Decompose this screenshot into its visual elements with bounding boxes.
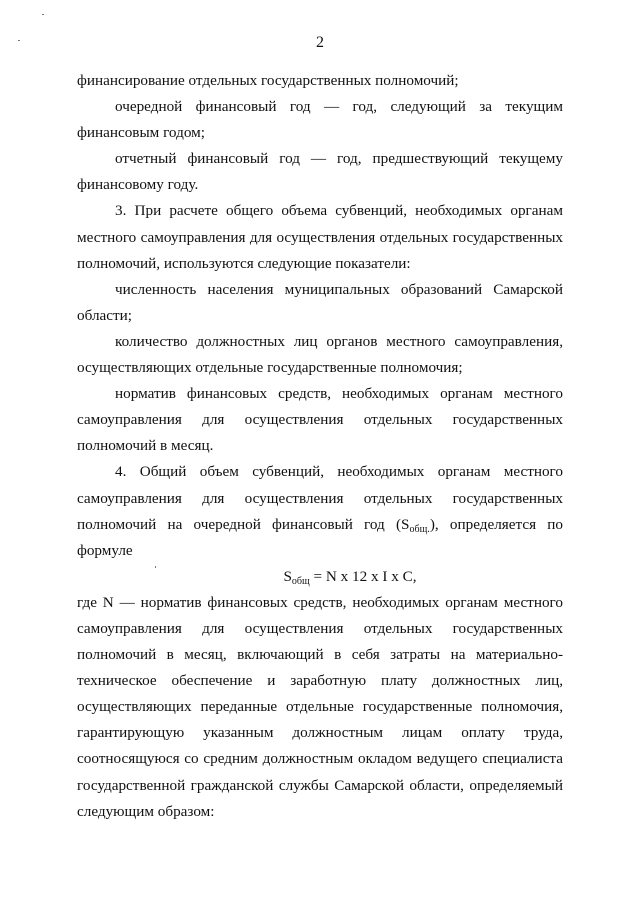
paragraph: отчетный финансовый год — год, предшествующий текущему финансовому году. [77,150,563,194]
formula-subscript: общ [291,575,310,587]
paragraph: численность населения муниципальных образований Самарской области; [77,280,563,324]
paragraph: очередной финансовый год — год, следующий за текущим финансовым годом; [77,98,563,142]
paragraph: норматив финансовых средств, необходимых органам местного самоуправления для осуществления отдельных государственных полномочий в месяц. [77,385,563,455]
page-number: 2 [316,34,324,51]
paragraph: финансирование отдельных государственных полномочий; [77,72,459,89]
document-body [77,68,563,825]
formula [77,564,563,590]
paragraph-text: ), определяется по формуле [77,515,563,559]
paragraph: где N — норматив финансовых средств, необходимых органам местного самоуправления для осуществления отдельных государственных полномочий в месяц, включающий в себя затраты на материально-техническое обеспечение и заработную плату должностных лиц, осуществляющих переданные отдельные государственные полномочия, гарантирующую указанным должностным лицам оплату труда, соотносящуюся со средним должностным окладом ведущего специалиста государственной гражданской службы Самарской области, определяемый следующим образом: [77,593,563,820]
formula-lhs: S [283,567,292,585]
formula-rhs: = N x 12 x I x C, [309,567,417,585]
paragraph: количество должностных лиц органов местного самоуправления, осуществляющих отдельные государственные полномочия; [77,332,563,377]
scan-speck [42,14,44,15]
subscript: общ. [409,523,430,535]
paragraph-text: 4. Общий объем субвенций, необходимых органам местного самоуправления для осуществления отдельных государственных полномочий на очередной финансовый год (S [77,463,563,533]
paragraph: 3. При расчете общего объема субвенций, необходимых органам местного самоуправления для осуществления отдельных государственных полномочий, используются следующие показатели: [77,202,563,272]
paragraph [77,459,563,563]
